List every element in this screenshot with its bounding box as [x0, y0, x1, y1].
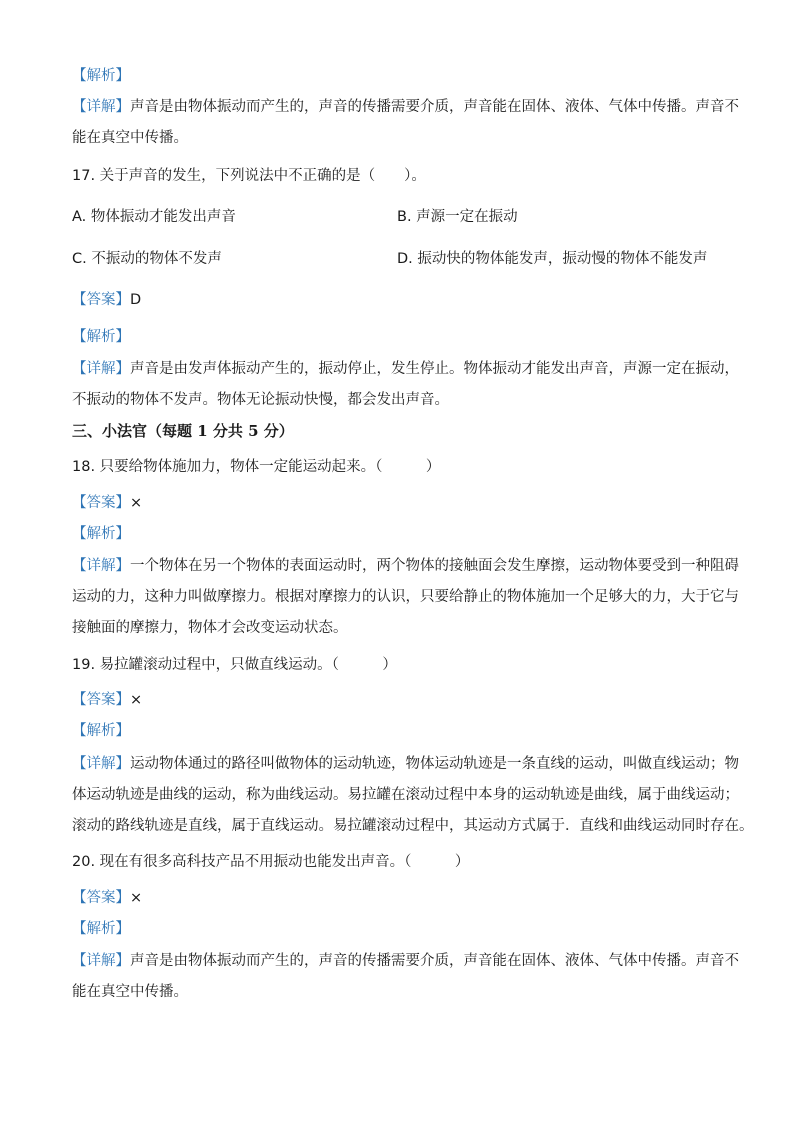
answer-value: ×	[130, 692, 143, 708]
detail-line: 不振动的物体不发声。物体无论振动快慢，都会发出声音。	[72, 392, 449, 408]
detail-line	[72, 360, 739, 378]
detail-text: 声音是由物体振动而产生的，声音的传播需要介质，声音能在固体、液体、气体中传播。声音不	[130, 953, 739, 969]
option-b: B. 声源一定在振动	[397, 209, 518, 225]
detail-line	[72, 952, 739, 970]
answer-label: 【答案】	[72, 692, 130, 708]
detail-label: 【详解】	[72, 756, 130, 772]
detail-line	[72, 755, 739, 773]
answer-label: 【答案】	[72, 890, 130, 906]
detail-line: 能在真空中传播。	[72, 984, 188, 1000]
detail-text: 声音是由物体振动而产生的，声音的传播需要介质，声音能在固体、液体、气体中传播。声音不	[130, 99, 739, 115]
detail-line: 运动的力，这种力叫做摩擦力。根据对摩擦力的认识，只要给静止的物体施加一个足够大的力，大于它与	[72, 589, 739, 605]
answer-value: ×	[130, 495, 143, 511]
detail-line	[72, 98, 739, 116]
option-a: A. 物体振动才能发出声音	[72, 209, 236, 225]
answer-label: 【答案】	[72, 495, 130, 511]
analysis-label: 【解析】	[72, 723, 130, 739]
detail-label: 【详解】	[72, 361, 130, 377]
detail-text: 一个物体在另一个物体的表面运动时，两个物体的接触面会发生摩擦，运动物体要受到一种阻碍	[130, 558, 739, 574]
detail-line: 接触面的摩擦力，物体才会改变运动状态。	[72, 620, 348, 636]
detail-label: 【详解】	[72, 953, 130, 969]
detail-label: 【详解】	[72, 99, 130, 115]
answer-line	[72, 889, 142, 907]
detail-line: 体运动轨迹是曲线的运动，称为曲线运动。易拉罐在滚动过程中本身的运动轨迹是曲线，属于曲线运动；	[72, 787, 739, 803]
question-18: 18. 只要给物体施加力，物体一定能运动起来。（ ）	[72, 459, 441, 475]
detail-text: 声音是由发声体振动产生的，振动停止，发生停止。物体振动才能发出声音，声源一定在振动，	[130, 361, 739, 377]
answer-line	[72, 291, 141, 309]
answer-line	[72, 691, 142, 709]
analysis-label: 【解析】	[72, 921, 130, 937]
question-20: 20. 现在有很多高科技产品不用振动也能发出声音。（ ）	[72, 854, 470, 870]
question-17: 17. 关于声音的发生，下列说法中不正确的是（ ）。	[72, 168, 426, 184]
section-heading: 三、小法官（每题 1 分共 5 分）	[72, 422, 294, 440]
analysis-label: 【解析】	[72, 68, 130, 84]
option-d: D. 振动快的物体能发声，振动慢的物体不能发声	[397, 251, 708, 267]
analysis-label: 【解析】	[72, 526, 130, 542]
answer-value: ×	[130, 890, 143, 906]
answer-line	[72, 494, 142, 512]
question-19: 19. 易拉罐滚动过程中，只做直线运动。（ ）	[72, 657, 397, 673]
detail-line: 能在真空中传播。	[72, 130, 188, 146]
detail-label: 【详解】	[72, 558, 130, 574]
answer-value: D	[130, 292, 142, 308]
answer-label: 【答案】	[72, 292, 130, 308]
detail-line: 滚动的路线轨迹是直线，属于直线运动。易拉罐滚动过程中，其运动方式属于．直线和曲线运动同时存在。	[72, 818, 754, 834]
option-c: C. 不振动的物体不发声	[72, 251, 222, 267]
analysis-label: 【解析】	[72, 329, 130, 345]
detail-text: 运动物体通过的路径叫做物体的运动轨迹，物体运动轨迹是一条直线的运动，叫做直线运动；物	[130, 756, 739, 772]
detail-line	[72, 557, 739, 575]
